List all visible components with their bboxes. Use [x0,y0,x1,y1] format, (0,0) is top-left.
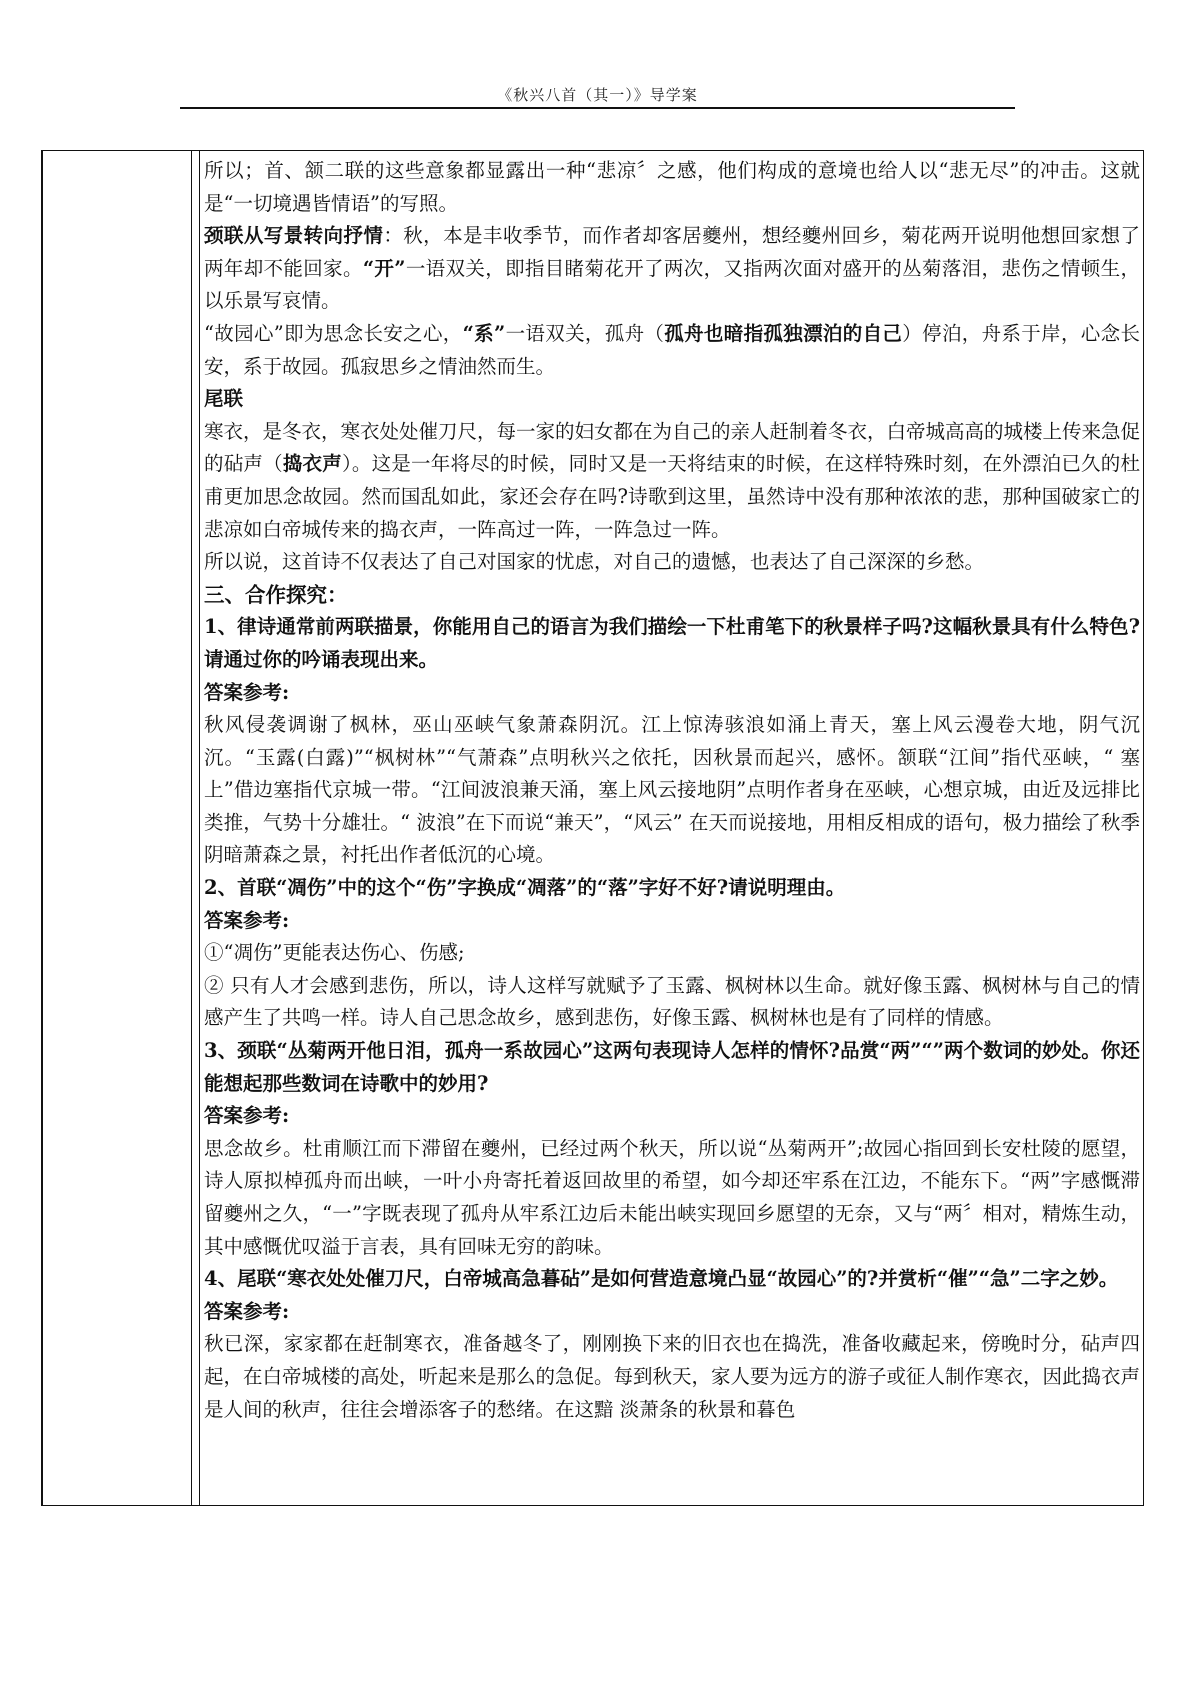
answer-label-3: 答案参考: [204,1104,290,1128]
answer-2-item-1: ①“凋伤”更能表达伤心、伤感; [204,941,465,965]
question-3: 3、颈联“丛菊两开他日泪，孤舟一系故园心”这两句表现诗人怎样的情怀?品赏“两”“”两个数词的妙处。你还能想起那些数词在诗歌中的妙用? [204,1039,1140,1095]
content-table [41,150,1144,1506]
table-border-right [1143,151,1144,1505]
keyword-xi: “系” [462,321,506,345]
paragraph-jinglian: 颈联从写景转向抒情：秋，本是丰收季节，而作者却客居夔州，想经夔州回乡，菊花两开说明他想回家想了两年却不能回家。“开”一语双关，即指目睹菊花开了两次，又指两次面对盛开的丛菊落泪，悲伤之情顿生，以乐景写哀情。 [204,224,1140,313]
content-cell [204,155,1140,1503]
table-border-left [41,151,43,1505]
answer-label-2: 答案参考: [204,908,290,932]
paragraph-guyuanxin: “故园心”即为思念长安之心，“系”一语双关，孤舟（孤舟也暗指孤独漂泊的自己）停泊，舟系于岸，心念长安，系于故园。孤寂思乡之情油然而生。 [204,321,1140,378]
table-divider-inner-2 [199,151,200,1505]
answer-1: 秋风侵袭调谢了枫林，巫山巫峡气象萧森阴沉。江上惊涛骇浪如涌上青天，塞上风云漫卷大地，阴气沉沉。“玉露(白露)”“枫树林”“气萧森”点明秋兴之依托，因秋景而起兴，感怀。颔联“江间”指代巫峡，“ 塞上”借边塞指代京城一带。“江间波浪兼天涌，塞上风云接地阴”点明作者身在巫峡，心想京城，由近及远排比类推，气势十分雄壮。“ 波浪”在下而说“兼天”，“风云” 在天而说接地，用相反相成的语句，极力描绘了秋季阴暗萧森之景，衬托出作者低沉的心境。 [204,713,1140,867]
page-header-title: 《秋兴八首（其一）》导学案 [497,86,698,104]
section-heading-cooperative-inquiry: 三、合作探究： [204,582,348,607]
answer-3: 思念故乡。杜甫顺江而下滞留在夔州，已经过两个秋天，所以说“丛菊两开”;故园心指回到长安杜陵的愿望，诗人原拟棹孤舟而出峡，一叶小舟寄托着返回故里的希望，如今却还牢系在江边，不能东下。“两”字感慨滞留夔州之久，“一”字既表现了孤舟从牢系江边后未能出峡实现回乡愿望的无奈，又与“两〞相对，精炼生动，其中感慨优叹溢于言表，具有回味无穷的韵味。 [204,1136,1140,1258]
header-rule [180,107,1015,109]
paragraph-weilian: 寒衣，是冬衣，寒衣处处催刀尺，每一家的妇女都在为自己的亲人赶制着冬衣，白帝城高高的城楼上传来急促的砧声（捣衣声）。这是一年将尽的时候，同时又是一天将结束的时候，在这样特殊时刻，在外漂泊已久的杜甫更加思念故园。然而国乱如此，家还会存在吗?诗歌到这里，虽然诗中没有那种浓浓的悲，那种国破家亡的悲凉如白帝城传来的捣衣声，一阵高过一阵，一阵急过一阵。 [204,419,1140,541]
paragraph-summary: 所以；首、颔二联的这些意象都显露出一种“悲凉〞之感，他们构成的意境也给人以“悲无尽”的冲击。这就是“一切境遇皆情语”的写照。 [204,159,1140,215]
question-1: 1、律诗通常前两联描景，你能用自己的语言为我们描绘一下杜甫笔下的秋景样子吗?这幅秋景具有什么特色?请通过你的吟诵表现出来。 [204,615,1140,671]
keyword-daoyisheng: 捣衣声 [282,452,342,476]
table-divider-inner-1 [191,151,192,1505]
question-2: 2、首联“凋伤”中的这个“伤”字换成“凋落”的“落”字好不好?请说明理由。 [204,876,846,900]
keyword-guzhou: 孤舟也暗指孤独漂泊的自己 [664,321,903,345]
answer-label-4: 答案参考: [204,1299,290,1323]
heading-weilian: 尾联 [204,387,244,411]
jinglian-heading: 颈联从写景转向抒情 [204,224,384,248]
answer-2-item-2: ② 只有人才会感到悲伤，所以，诗人这样写就赋予了玉露、枫树林以生命。就好像玉露、枫树林与自己的情感产生了共鸣一样。诗人自己思念故乡，感到悲伤，好像玉露、枫树林也是有了同样的情感。 [204,973,1140,1030]
keyword-kai: “开” [362,256,406,280]
answer-4: 秋已深，家家都在赶制寒衣，准备越冬了，刚刚换下来的旧衣也在捣洗，准备收藏起来，傍晚时分，砧声四起，在白帝城楼的高处，听起来是那么的急促。每到秋天，家人要为远方的游子或征人制作寒衣，因此捣衣声是人间的秋声，往往会增添客子的愁绪。在这黯 淡萧条的秋景和暮色 [204,1332,1140,1421]
paragraph-conclusion: 所以说，这首诗不仅表达了自己对国家的忧虑，对自己的遗憾，也表达了自己深深的乡愁。 [204,550,985,574]
question-4: 4、尾联“寒衣处处催刀尺，白帝城高急暮砧”是如何营造意境凸显“故园心”的?并赏析“催”“急”二字之妙。 [204,1267,1119,1291]
answer-label-1: 答案参考: [204,680,290,704]
